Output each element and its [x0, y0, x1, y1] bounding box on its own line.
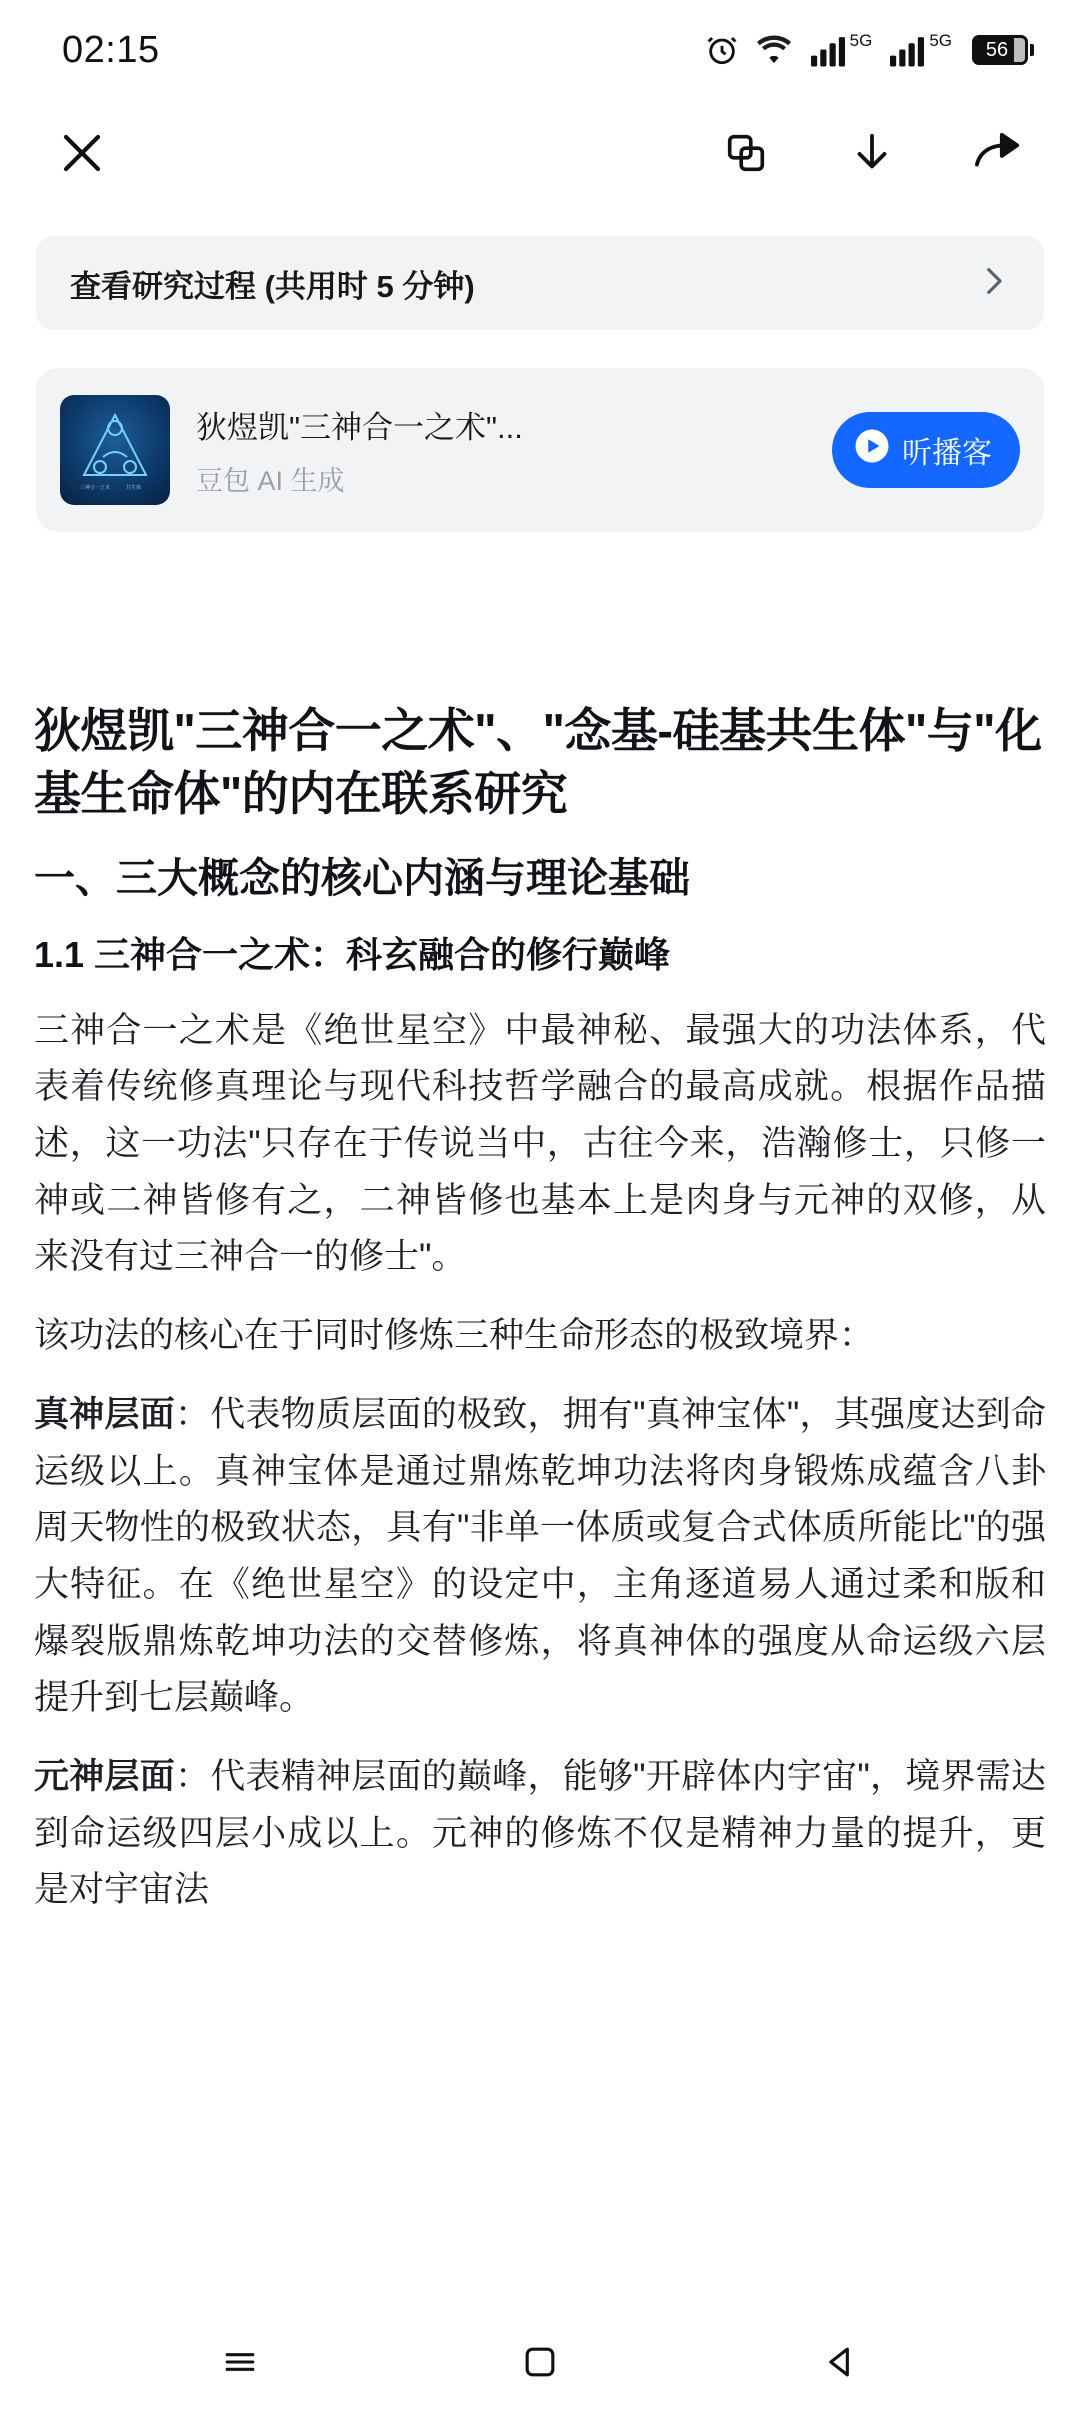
chevron-right-icon — [976, 264, 1010, 303]
svg-text:三神合一之术: 三神合一之术 — [80, 485, 111, 491]
top-toolbar — [0, 100, 1080, 210]
signal-5g-1-icon — [809, 32, 873, 68]
paragraph-4-lead: 元神层面 — [34, 1756, 175, 1796]
menu-icon — [218, 2340, 262, 2389]
home-icon — [518, 2340, 562, 2389]
system-navigation-bar — [0, 2316, 1080, 2412]
close-icon — [58, 129, 106, 182]
battery-icon — [972, 35, 1028, 65]
copy-button[interactable] — [712, 121, 780, 189]
paragraph-1: 三神合一之术是《绝世星空》中最神秘、最强大的功法体系，代表着传统修真理论与现代科技哲学融合的最高成就。根据作品描述，这一功法"只存在于传说当中，古往今来，浩瀚修士，只修一神或二神皆修有之，二神皆修也基本上是肉身与元神的双修，从来没有过三神合一的修士"。 — [34, 1010, 1046, 1277]
podcast-subtitle: 豆包 AI 生成 — [196, 466, 345, 496]
status-time: 02:15 — [62, 28, 160, 71]
section-heading-1: 一、三大概念的核心内涵与理论基础 — [34, 855, 690, 901]
paragraph-4 — [34, 1749, 1046, 1919]
status-bar — [0, 0, 1080, 100]
network-label: 5G — [849, 31, 873, 50]
svg-text:共生体: 共生体 — [126, 485, 142, 491]
download-icon — [849, 130, 895, 181]
close-button[interactable] — [48, 121, 116, 189]
paragraph-3-body: ：代表物质层面的极致，拥有"真神宝体"，其强度达到命运级以上。真神宝体是通过鼎炼乾坤功法将肉身锻炼成蕴含八卦周天物性的极致状态，具有"非单一体质或复合式体质所能比"的强大特征。在《绝世星空》的设定中，主角逐道易人通过柔和版和爆裂版鼎炼乾坤功法的交替修炼，将真神体的强度从命运级六层提升到七层巅峰。 — [34, 1394, 1046, 1718]
home-button[interactable] — [495, 2340, 585, 2389]
listen-podcast-label: 听播客 — [902, 437, 992, 470]
article-scroll-area[interactable] — [0, 660, 1080, 2316]
research-process-bar[interactable] — [36, 236, 1044, 330]
network-label-2: 5G — [929, 31, 952, 50]
status-icons — [705, 32, 1028, 68]
wifi-icon — [755, 33, 793, 67]
recents-button[interactable] — [195, 2340, 285, 2389]
page-title: 狄煜凯"三神合一之术"、"念基-硅基共生体"与"化基生命体"的内在联系研究 — [34, 704, 1042, 820]
article-body — [0, 660, 1080, 1919]
play-icon — [854, 428, 890, 472]
subsection-heading-1-1: 1.1 三神合一之术：科玄融合的修行巅峰 — [34, 934, 671, 976]
signal-5g-2-icon — [888, 32, 952, 68]
research-process-label: 查看研究过程 (共用时 5 分钟) — [70, 268, 475, 304]
download-button[interactable] — [838, 121, 906, 189]
back-button[interactable] — [795, 2340, 885, 2389]
paragraph-4-body: ：代表精神层面的巅峰，能够"开辟体内宇宙"，境界需达到命运级四层小成以上。元神的修炼不仅是精神力量的提升，更是对宇宙法 — [34, 1756, 1046, 1910]
battery-level: 56 — [985, 38, 1009, 61]
podcast-card[interactable] — [36, 368, 1044, 532]
share-button[interactable] — [964, 121, 1032, 189]
alarm-icon — [705, 33, 739, 67]
paragraph-3-lead: 真神层面 — [34, 1394, 175, 1434]
back-icon — [818, 2340, 862, 2389]
paragraph-3 — [34, 1387, 1046, 1727]
share-icon — [973, 130, 1023, 181]
podcast-title: 狄煜凯"三神合一之术"... — [196, 410, 523, 445]
podcast-cover — [60, 395, 170, 505]
copy-icon — [723, 130, 769, 181]
listen-podcast-button[interactable] — [832, 412, 1020, 488]
paragraph-2: 该功法的核心在于同时修炼三种生命形态的极致境界： — [34, 1316, 875, 1356]
